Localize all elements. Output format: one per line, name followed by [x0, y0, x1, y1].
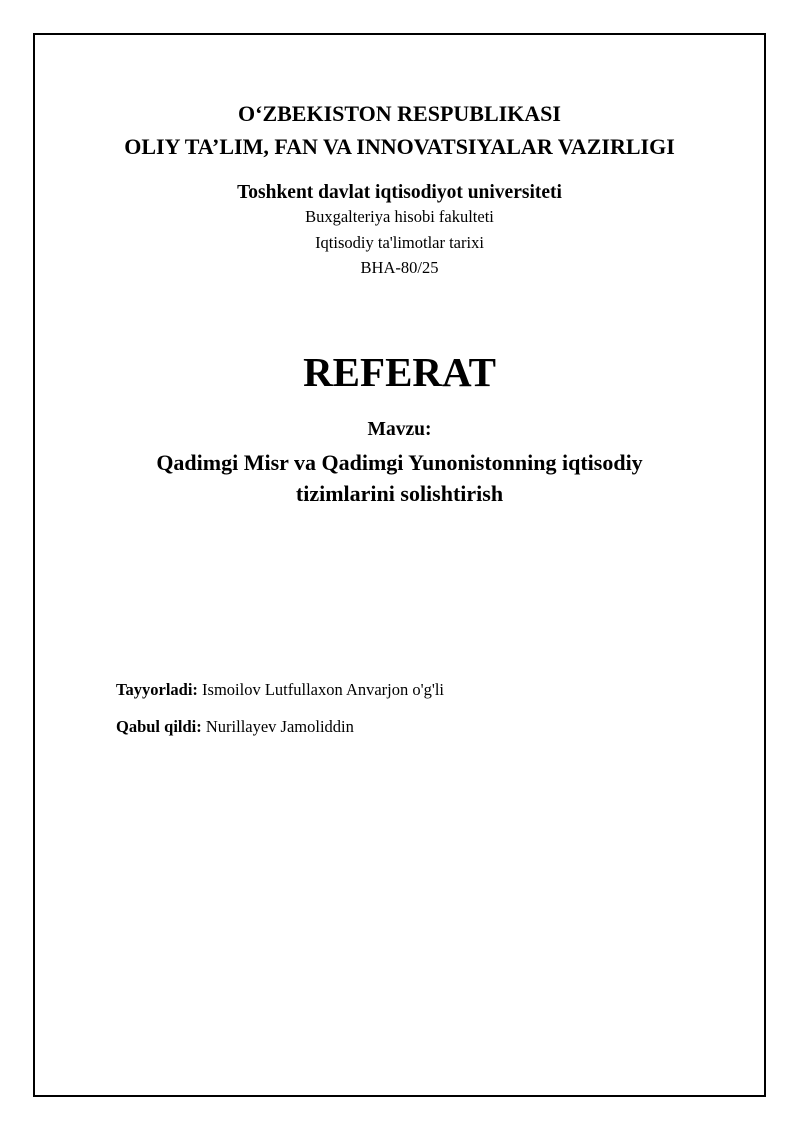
- topic-label: Mavzu:: [367, 419, 432, 440]
- subject-name: Iqtisodiy ta'limotlar tarixi: [315, 233, 484, 252]
- prepared-by-label: Tayyorladi:: [116, 680, 198, 699]
- faculty-name: Buxgalteriya hisobi fakulteti: [305, 207, 494, 226]
- topic-line-1: Qadimgi Misr va Qadimgi Yunonistonning iqtisodiy: [156, 450, 643, 475]
- topic-line-2: tizimlarini solishtirish: [295, 481, 504, 506]
- prepared-by: [116, 679, 444, 701]
- republic-title: O‘ZBEKISTON RESPUBLIKASI: [238, 101, 561, 126]
- accepted-by-label: Qabul qildi:: [116, 717, 202, 736]
- university-name: Toshkent davlat iqtisodiyot universiteti: [237, 182, 562, 203]
- accepted-by: [116, 716, 354, 738]
- group-code: BHA-80/25: [360, 258, 439, 277]
- topic-text: [33, 447, 766, 509]
- title-block: [33, 346, 766, 506]
- document-header: [33, 97, 766, 277]
- accepted-by-value: Nurillayev Jamoliddin: [205, 717, 354, 736]
- document-title: REFERAT: [303, 349, 496, 395]
- ministry-title: OLIY TA’LIM, FAN VA INNOVATSIYALAR VAZIRLIGI: [124, 134, 675, 159]
- prepared-by-value: Ismoilov Lutfullaxon Anvarjon o'g'li: [202, 680, 444, 699]
